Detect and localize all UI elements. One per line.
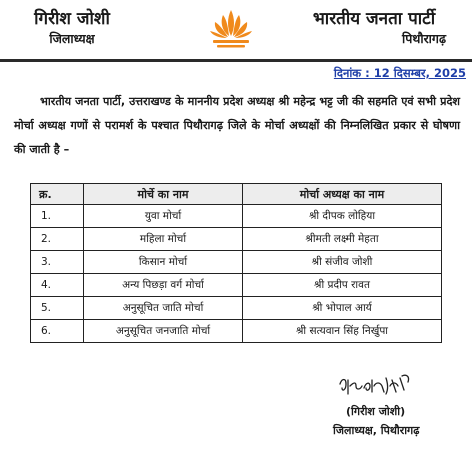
cell-morcha: किसान मोर्चा — [84, 251, 243, 274]
header-divider — [0, 59, 472, 62]
cell-serial: 4. — [31, 274, 84, 297]
table-row — [31, 251, 442, 274]
lotus-icon — [207, 6, 255, 52]
table-row — [31, 320, 442, 343]
morcha-table — [30, 183, 442, 343]
table-row — [31, 205, 442, 228]
announcement-paragraph: भारतीय जनता पार्टी, उत्तराखण्ड के माननीय प्रदेश अध्यक्ष श्री महेन्द्र भट्ट जी की सहमति एवं सभी प्रदेश मोर्चा अध्यक्ष गणों से परामर्श के पश्चात पिथौरागढ़ जिले के मोर्चा अध्यक्षों की निम्नलिखित प्रकार से घोषणा की जाती है – — [14, 95, 460, 156]
cell-morcha: अनुसूचित जनजाति मोर्चा — [84, 320, 243, 343]
party-name: भारतीय जनता पार्टी — [312, 9, 436, 29]
letter-date: दिनांक : 12 दिसम्बर, 2025 — [333, 66, 466, 80]
cell-serial: 1. — [31, 205, 84, 228]
cell-serial: 6. — [31, 320, 84, 343]
district-name: पिथौरागढ़ — [402, 31, 446, 46]
cell-morcha: अन्य पिछड़ा वर्ग मोर्चा — [84, 274, 243, 297]
table-row — [31, 228, 442, 251]
cell-adhyaksh: श्री भोपाल आर्य — [243, 297, 442, 320]
president-title: जिलाध्यक्ष — [49, 31, 95, 46]
letterhead-right — [294, 8, 454, 48]
letterhead — [0, 0, 472, 58]
letterhead-left — [22, 8, 122, 48]
cell-adhyaksh: श्रीमती लक्ष्मी मेहता — [243, 228, 442, 251]
cell-adhyaksh: श्री दीपक लोहिया — [243, 205, 442, 228]
col-header-morcha: मोर्चे का नाम — [84, 184, 243, 205]
table-row — [31, 297, 442, 320]
president-name: गिरीश जोशी — [34, 9, 110, 29]
handwritten-signature — [336, 370, 416, 400]
cell-serial: 2. — [31, 228, 84, 251]
cell-morcha: महिला मोर्चा — [84, 228, 243, 251]
cell-serial: 5. — [31, 297, 84, 320]
table-row — [31, 274, 442, 297]
signatory-name: (गिरीश जोशी) — [346, 405, 406, 418]
cell-serial: 3. — [31, 251, 84, 274]
col-header-serial: क्र. — [31, 184, 84, 205]
table-header-row — [31, 184, 442, 205]
col-header-adhyaksh: मोर्चा अध्यक्ष का नाम — [243, 184, 442, 205]
cell-adhyaksh: श्री संजीव जोशी — [243, 251, 442, 274]
signatory-designation: जिलाध्यक्ष, पिथौरागढ़ — [333, 424, 420, 437]
cell-morcha: अनुसूचित जाति मोर्चा — [84, 297, 243, 320]
cell-morcha: युवा मोर्चा — [84, 205, 243, 228]
cell-adhyaksh: श्री सत्यवान सिंह निर्खुपा — [243, 320, 442, 343]
cell-adhyaksh: श्री प्रदीप रावत — [243, 274, 442, 297]
